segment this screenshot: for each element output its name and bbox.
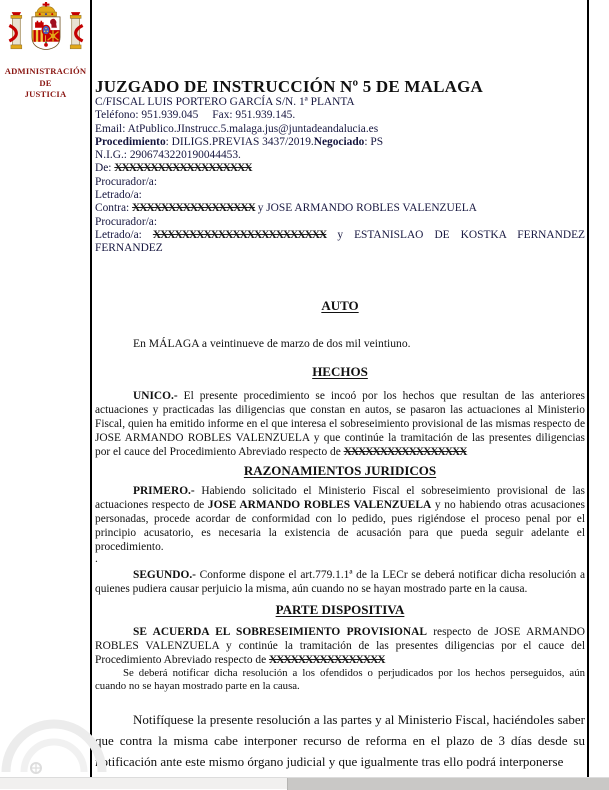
court-email-line — [95, 123, 585, 136]
date-line: En MÁLAGA a veintinueve de marzo de dos mil veintiuno. — [133, 336, 411, 350]
auto-heading: AUTO — [321, 297, 359, 313]
admin-line-2: DE — [39, 77, 52, 88]
fax-label: Fax: — [212, 109, 236, 122]
left-pillar — [9, 12, 21, 49]
redacted-name: XXXXXXXXXXXXXXXX — [268, 653, 385, 666]
letrado2-label: Letrado/a: — [95, 228, 153, 241]
letrado-line-2 — [95, 229, 585, 256]
primero-name: JOSE ARMANDO ROBLES VALENZUELA — [207, 498, 432, 511]
redacted-name: XXXXXXXXXXXXXXXXXXXXXXXX — [152, 228, 327, 241]
segundo-text: Conforme dispone el art.779.1.1ª de la LECr se deberá notificar dicha resolución a quienes pudiera causar perjuicio la misma, aún cuando no se hayan mostrado parte en la causa. — [95, 568, 585, 595]
contra-rest: y JOSE ARMANDO ROBLES VALENZUELA — [254, 202, 477, 215]
sidebar — [0, 0, 91, 777]
crown — [35, 2, 56, 16]
notifiquese-paragraph: Notifíquese la presente resolución a las partes y al Ministerio Fiscal, haciéndoles saber que contra la misma cabe interponer recurso de reforma en el plazo de 3 días desde su notificación ante este mismo órgano judicial y que igualmente tras ello podrá interponerse — [95, 711, 585, 769]
court-title: JUZGADO DE INSTRUCCIÓN Nº 5 DE MALAGA — [95, 77, 483, 96]
redacted-name: XXXXXXXXXXXXXXXXX — [343, 445, 467, 458]
court-address: C/FISCAL LUIS PORTERO GARCÍA S/N. 1ª PLANTA — [95, 96, 355, 108]
letrado-line-1: Letrado/a: — [95, 189, 142, 202]
segundo-label: SEGUNDO.- — [133, 568, 196, 581]
admin-line-3: JUSTICIA — [24, 89, 67, 99]
razonamientos-heading: RAZONAMIENTOS JURIDICOS — [243, 462, 437, 478]
acuerda-paragraph — [95, 625, 585, 667]
email-value: AtPublico.JInstrucc.5.malaga.jus@juntadeandalucia.es — [127, 122, 379, 135]
fax-value: 951.939.145. — [235, 109, 296, 122]
hechos-heading: HECHOS — [312, 363, 368, 379]
telefono-value: 951.939.045 — [141, 109, 199, 122]
segundo-paragraph — [95, 568, 585, 596]
horizontal-scrollbar-thumb[interactable] — [287, 778, 609, 790]
telefono-label: Teléfono: — [95, 109, 142, 122]
administration-of-justice-label — [0, 66, 91, 101]
procedimiento-label: Procedimiento — [95, 135, 166, 148]
unico-label: UNICO.- — [133, 389, 178, 402]
contra-line — [95, 202, 585, 215]
horizontal-scrollbar[interactable] — [0, 777, 609, 789]
acuerda-text: respecto de JOSE ARMANDO ROBLES VALENZUELA y continúe la tramitación de las presentes diligencias por el cauce del Procedimiento Abreviado respecto de — [95, 625, 585, 666]
court-contact-line — [95, 109, 585, 122]
notificar-paragraph: Se deberá notificar dicha resolución a los ofendidos o perjudicados por los hechos perseguidos, aún cuando no se hayan mostrado parte en la causa. — [95, 666, 585, 692]
procurador-line-1: Procurador/a: — [95, 175, 157, 188]
primero-text-1: Habiendo solicitado el Ministerio Fiscal el sobreseimiento provisional de las actuaciones respecto de — [95, 484, 585, 511]
email-label: Email: — [95, 122, 128, 135]
nig-value: 2906743220190044453. — [129, 149, 241, 162]
left-vertical-rule — [90, 0, 92, 777]
document-body — [95, 0, 585, 772]
procedimiento-line — [95, 136, 585, 149]
letrado2-rest: y ESTANISLAO DE KOSTKA FERNANDEZ FERNANDEZ — [95, 228, 585, 255]
unico-text: El presente procedimiento se incoó por los hechos que resultan de las anteriores actuaciones y practicadas las diligencias que constan en autos, se pasaron las actuaciones al Ministerio Fiscal, quien ha emitido informe en el que interesa el sobreseimiento provisional de las mismas respecto de JOSE ARMANDO ROBLES VALENZUELA y que continúe la tramitación de las presentes diligencias por el cauce del Procedimiento Abreviado respecto de — [95, 389, 585, 458]
right-vertical-rule — [587, 0, 589, 777]
negociado-value: : PS — [364, 135, 384, 148]
parte-dispositiva-heading: PARTE DISPOSITIVA — [275, 601, 405, 617]
spain-coat-of-arms-icon — [7, 2, 85, 66]
primero-text-2: y no habiendo otras acusaciones personadas, procede acordar de conformidad con lo pedido, pues rigiéndose el proceso penal por el principio acusatorio, es necesaria la existencia de acusación para que pueda seguir adelante el procedimiento. — [95, 498, 585, 553]
shield — [32, 17, 60, 50]
admin-line-1: ADMINISTRACIÓN — [4, 66, 87, 76]
redacted-name: XXXXXXXXXXXXXXXXX — [132, 202, 255, 215]
nig-line — [95, 149, 585, 162]
de-label: De: — [95, 162, 115, 175]
procedimiento-value: : DILIGS.PREVIAS 3437/2019. — [165, 135, 314, 148]
nig-label: N.I.G.: — [95, 149, 130, 162]
negociado-label: Negociado — [313, 135, 365, 148]
right-pillar — [70, 12, 82, 49]
contra-label: Contra: — [95, 202, 133, 215]
primero-paragraph — [95, 484, 585, 554]
stray-period: . — [95, 552, 98, 565]
acuerda-label: SE ACUERDA EL SOBRESEIMIENTO PROVISIONAL — [133, 625, 427, 638]
unico-paragraph — [95, 389, 585, 459]
de-line — [95, 162, 585, 175]
redacted-name: XXXXXXXXXXXXXXXXXXX — [114, 162, 252, 175]
procurador-line-2: Procurador/a: — [95, 215, 157, 228]
primero-label: PRIMERO.- — [133, 484, 195, 497]
